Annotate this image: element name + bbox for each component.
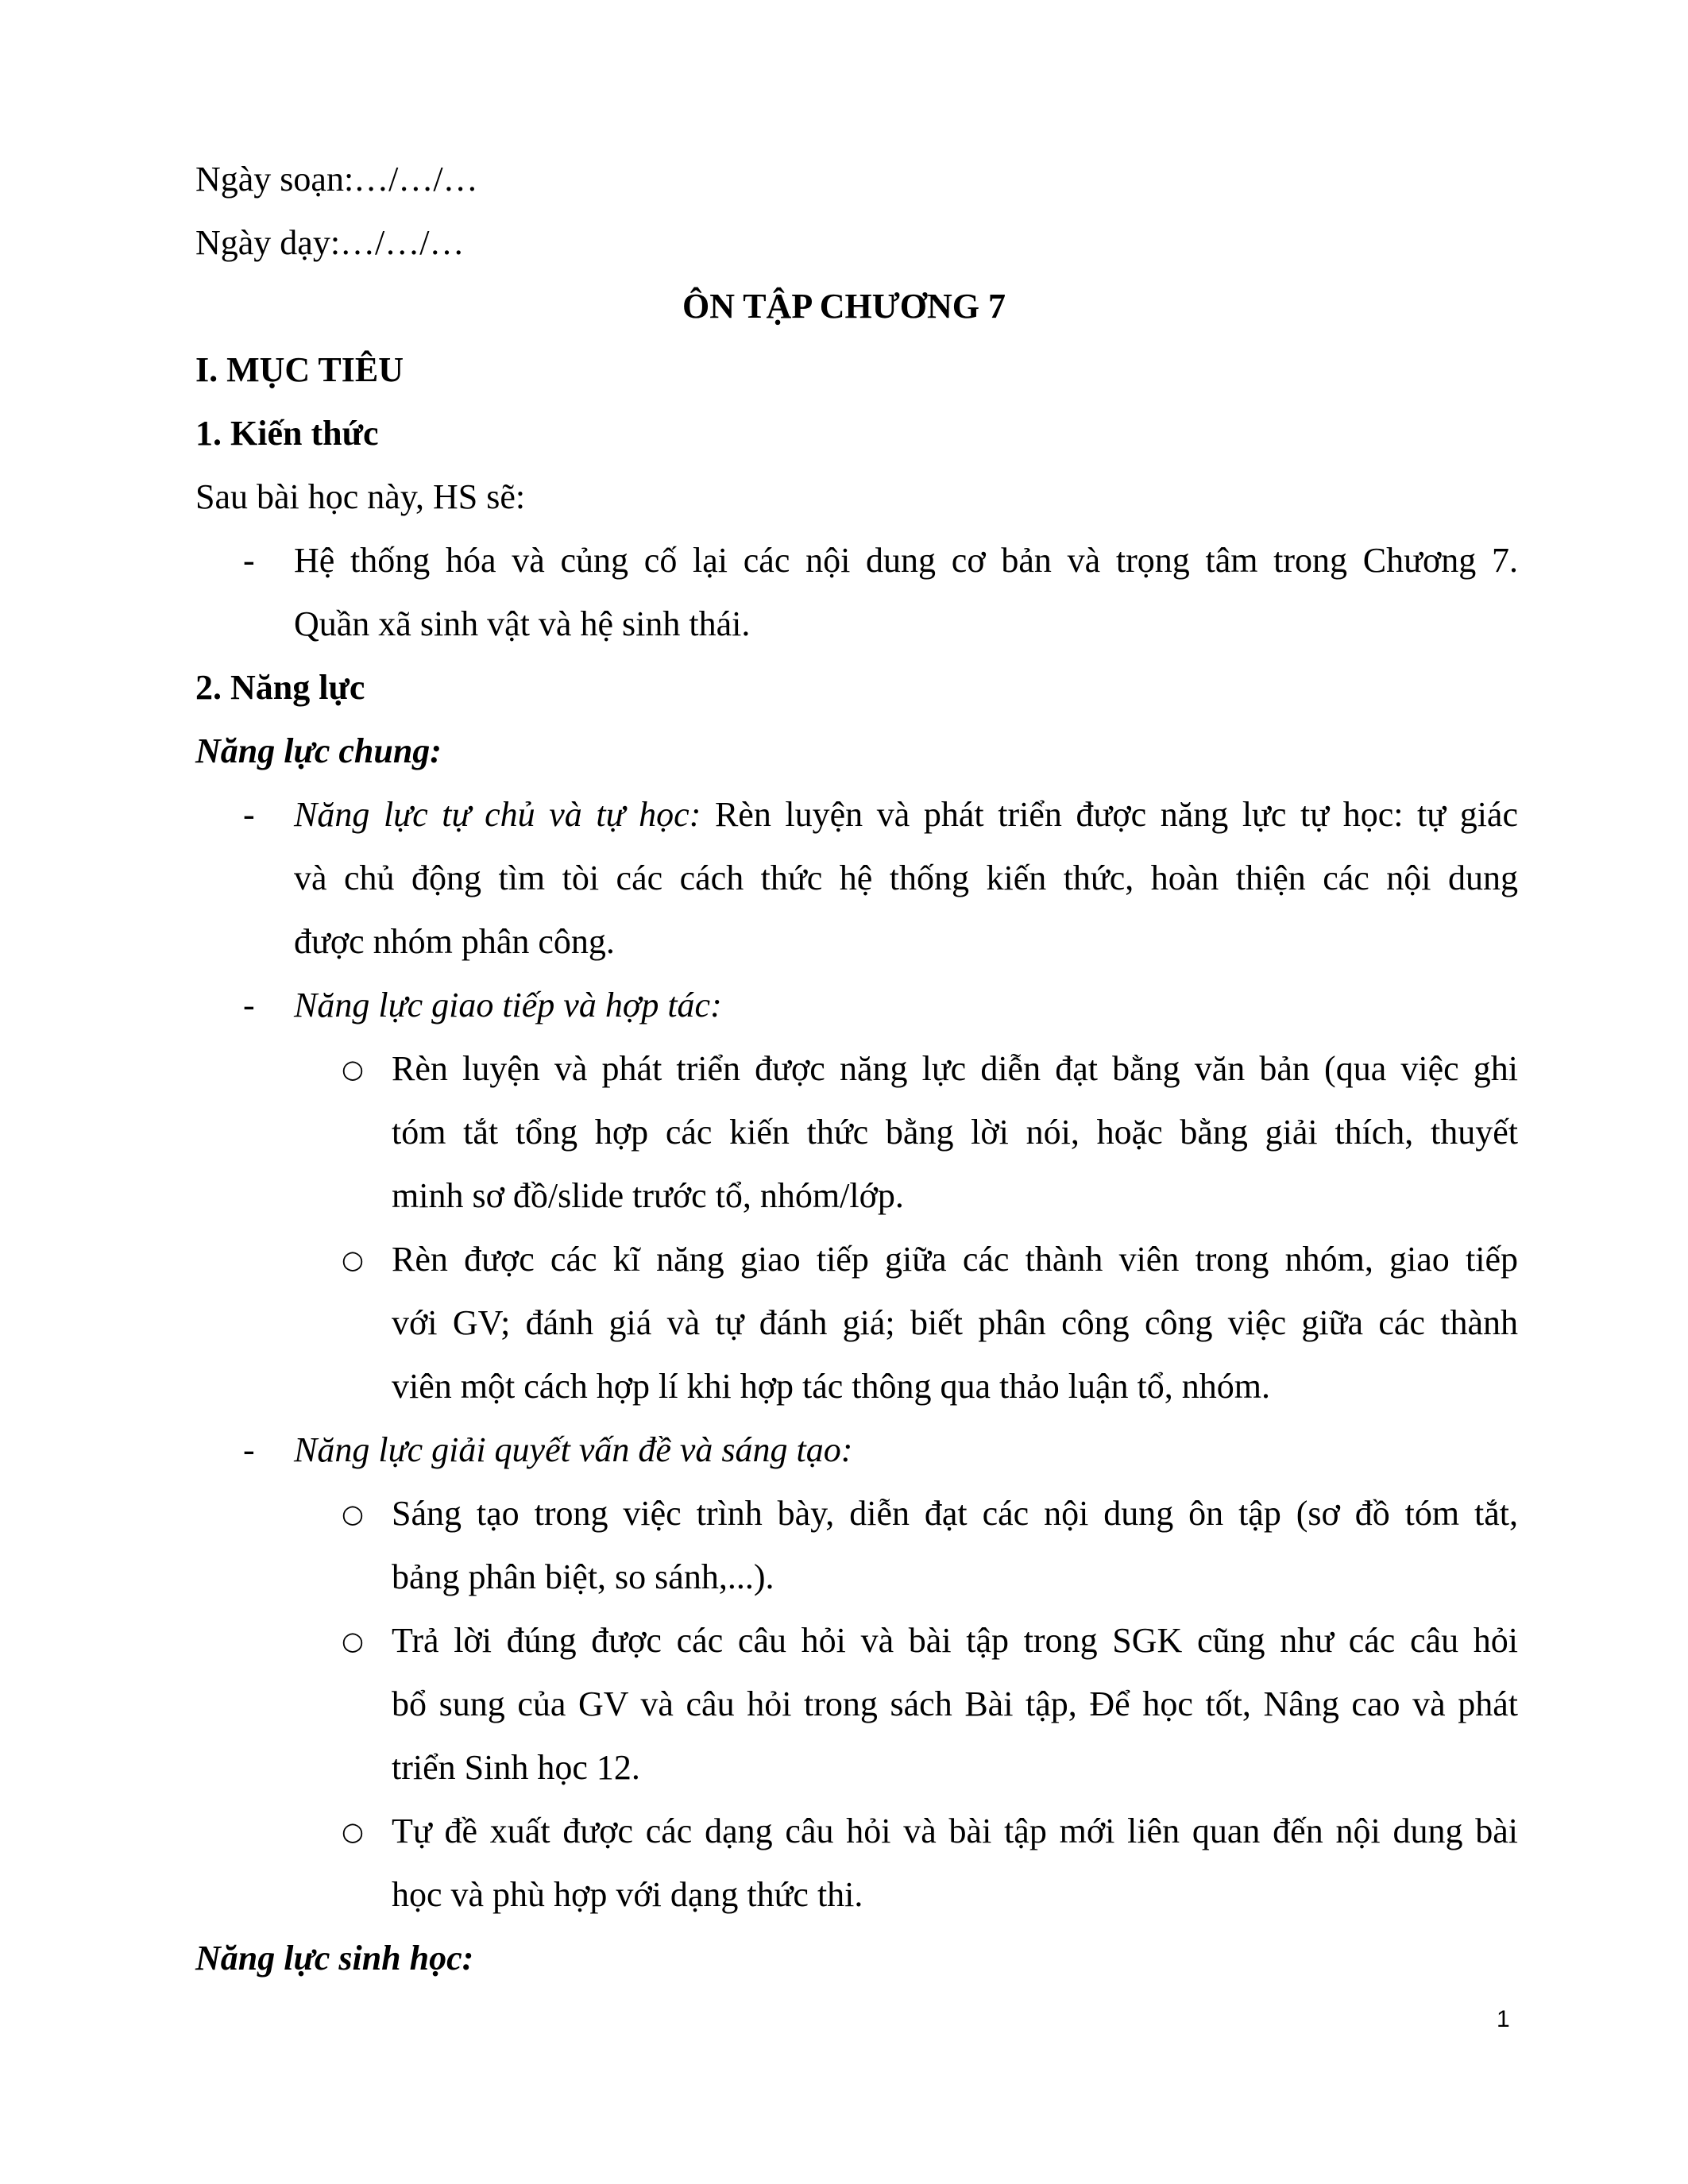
circle-bullet: ○ [342, 1626, 364, 1656]
knowledge-bullet-line: Hệ thống hóa và củng cố lại các nội dung cơ bản và trọng tâm trong Chương 7. [294, 541, 1518, 580]
sub-item-line: viên một cách hợp lí khi hợp tác thông qua thảo luận tổ, nhóm. [392, 1367, 1270, 1406]
sub-item-line: Tự đề xuất được các dạng câu hỏi và bài tập mới liên quan đến nội dung bài [392, 1812, 1518, 1850]
bullet-dash: - [243, 795, 255, 834]
circle-bullet: ○ [342, 1499, 364, 1529]
competence-item-text: Rèn luyện và phát triển được năng lực tự học: tự giác [701, 795, 1518, 834]
page-number: 1 [1497, 2006, 1510, 2032]
sub-item-line: Trả lời đúng được các câu hỏi và bài tập trong SGK cũng như các câu hỏi [392, 1621, 1518, 1660]
competence-item-label: Năng lực tự chủ và tự học: [294, 795, 701, 834]
sub-item-line: Rèn luyện và phát triển được năng lực diễn đạt bằng văn bản (qua việc ghi [392, 1049, 1518, 1088]
knowledge-bullet-line: Quần xã sinh vật và hệ sinh thái. [294, 604, 751, 643]
bullet-dash: - [243, 986, 255, 1024]
subheading-knowledge: 1. Kiến thức [195, 414, 379, 453]
competence-item-line [294, 797, 1518, 832]
competence-item-line: được nhóm phân công. [294, 922, 615, 961]
competence-item-label: Năng lực giải quyết vấn đề và sáng tạo: [294, 1430, 853, 1469]
sub-item-line: với GV; đánh giá và tự đánh giá; biết phân công công việc giữa các thành [392, 1303, 1518, 1342]
circle-bullet: ○ [342, 1244, 364, 1275]
competence-item-label: Năng lực giao tiếp và hợp tác: [294, 986, 722, 1024]
sub-item-line: Sáng tạo trong việc trình bày, diễn đạt các nội dung ôn tập (sơ đồ tóm tắt, [392, 1494, 1518, 1533]
sub-item-line: học và phù hợp với dạng thức thi. [392, 1875, 863, 1914]
circle-bullet: ○ [342, 1816, 364, 1846]
knowledge-intro: Sau bài học này, HS sẽ: [195, 477, 526, 516]
sub-item-line: Rèn được các kĩ năng giao tiếp giữa các thành viên trong nhóm, giao tiếp [392, 1240, 1518, 1279]
document-title: ÔN TẬP CHƯƠNG 7 [682, 287, 1006, 326]
sub-item-line: bổ sung của GV và câu hỏi trong sách Bài tập, Để học tốt, Nâng cao và phát [392, 1684, 1518, 1723]
sub-item-line: bảng phân biệt, so sánh,...). [392, 1557, 774, 1596]
sub-item-line: triển Sinh học 12. [392, 1748, 640, 1787]
teaching-date: Ngày dạy:…/…/… [195, 223, 465, 262]
prep-date: Ngày soạn:…/…/… [195, 160, 478, 199]
sub-item-line: minh sơ đồ/slide trước tổ, nhóm/lớp. [392, 1176, 904, 1215]
bullet-dash: - [243, 541, 255, 580]
circle-bullet: ○ [342, 1054, 364, 1084]
subheading-competence: 2. Năng lực [195, 668, 365, 707]
bullet-dash: - [243, 1430, 255, 1469]
general-competence-heading: Năng lực chung: [195, 731, 442, 770]
biology-competence-heading: Năng lực sinh học: [195, 1939, 474, 1978]
sub-item-line: tóm tắt tổng hợp các kiến thức bằng lời nói, hoặc bằng giải thích, thuyết [392, 1113, 1518, 1152]
section-heading-objectives: I. MỤC TIÊU [195, 350, 404, 389]
competence-item-line: và chủ động tìm tòi các cách thức hệ thống kiến thức, hoàn thiện các nội dung [294, 859, 1518, 897]
